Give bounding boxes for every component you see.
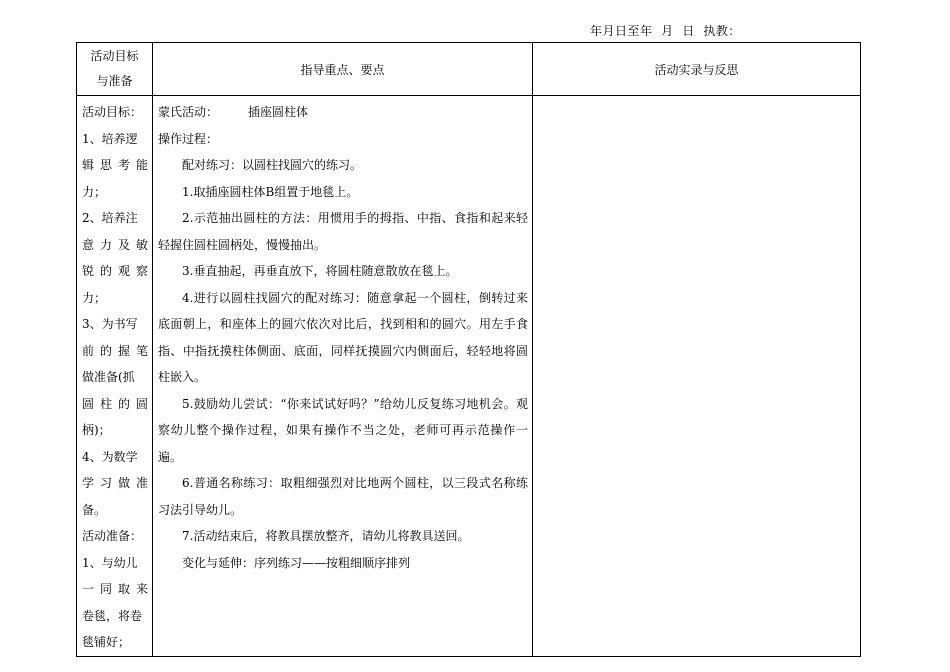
left-line: 圆 柱 的 圆 [82, 396, 148, 411]
header-record-reflection: 活动实录与反思 [533, 43, 861, 96]
left-line: 1、培养逻 [82, 131, 138, 146]
left-line: 辑 思 考 能 [82, 158, 148, 172]
guidance-paragraph: 6.普通名称练习：取粗细强烈对比地两个圆柱，以三段式名称练习法引导幼儿。 [158, 476, 528, 517]
left-line: 柄)； [82, 423, 111, 437]
left-line: 前 的 握 笔 [82, 343, 148, 358]
process-label: 操作过程： [158, 131, 219, 146]
guidance-text [153, 96, 532, 576]
left-line: 毯铺好； [82, 635, 131, 649]
left-line: 活动目标： [82, 105, 143, 119]
guidance-paragraph: 7.活动结束后，将教具摆放整齐，请幼儿将教具送回。 [182, 529, 470, 543]
guidance-paragraph: 变化与延伸：序列练习——按粗细顺序排列 [182, 555, 411, 570]
left-line: 2、培养注 [82, 211, 138, 225]
date-teacher-line: 年月日至年 月 日 执教： [590, 24, 741, 38]
activity-title-line [158, 99, 528, 126]
guidance-paragraph: 4.进行以圆柱找圆穴的配对练习：随意拿起一个圆柱，倒转过来底面朝上，和座体上的圆穴依次对比后，找到相和的圆穴。用左手食指、中指抚摸柱体侧面、底面，同样抚摸圆穴内侧面后，轻轻地将圆柱嵌入。 [158, 290, 528, 384]
header-goals-line2: 与准备 [96, 74, 133, 88]
left-line: 锐 的 观 察 [82, 264, 148, 278]
guidance-paragraph: 配对练习：以圆柱找圆穴的练习。 [182, 158, 363, 172]
guidance-paragraph: 3.垂直抽起，再垂直放下，将圆柱随意散放在毯上。 [182, 264, 458, 278]
header-guidance: 指导重点、要点 [153, 43, 533, 96]
goals-prep-cell [77, 96, 153, 657]
activity-title-label: 蒙氏活动： [158, 105, 219, 119]
record-reflection-cell [533, 96, 861, 657]
table-header-row [77, 43, 861, 96]
guidance-paragraph: 2.示范抽出圆柱的方法：用惯用手的拇指、中指、食指和起来轻轻握住圆柱圆柄处，慢慢抽出。 [158, 211, 528, 252]
guidance-paragraph: 5.鼓励幼儿尝试：“你来试试好吗？”给幼儿反复练习地机会。观察幼儿整个操作过程，如果有操作不当之处，老师可再示范操作一遍。 [158, 396, 528, 464]
left-line: 活动准备： [82, 529, 143, 543]
left-line: 意 力 及 敏 [82, 237, 148, 252]
lesson-plan-table [76, 42, 861, 657]
left-line: 力； [82, 184, 107, 199]
left-line: 卷毯，将卷 [82, 608, 143, 623]
goals-prep-text [77, 96, 152, 656]
left-line: 学 习 做 准 [82, 476, 148, 490]
header-goals-line1: 活动目标 [90, 49, 139, 63]
left-line: 1、与幼儿 [82, 555, 138, 570]
left-line: 备。 [82, 502, 107, 517]
table-body-row [77, 96, 861, 657]
activity-title-value: 插座圆柱体 [248, 105, 309, 119]
guidance-cell [153, 96, 533, 657]
left-line: 力； [82, 290, 107, 305]
left-line: 3、为书写 [82, 317, 138, 331]
left-line: 做准备(抓 [82, 370, 135, 384]
guidance-paragraph: 1.取插座圆柱体B组置于地毯上。 [182, 184, 359, 199]
header-goals-prep [77, 43, 153, 96]
left-line: 一 同 取 来 [82, 582, 148, 596]
left-line: 4、为数学 [82, 449, 138, 464]
